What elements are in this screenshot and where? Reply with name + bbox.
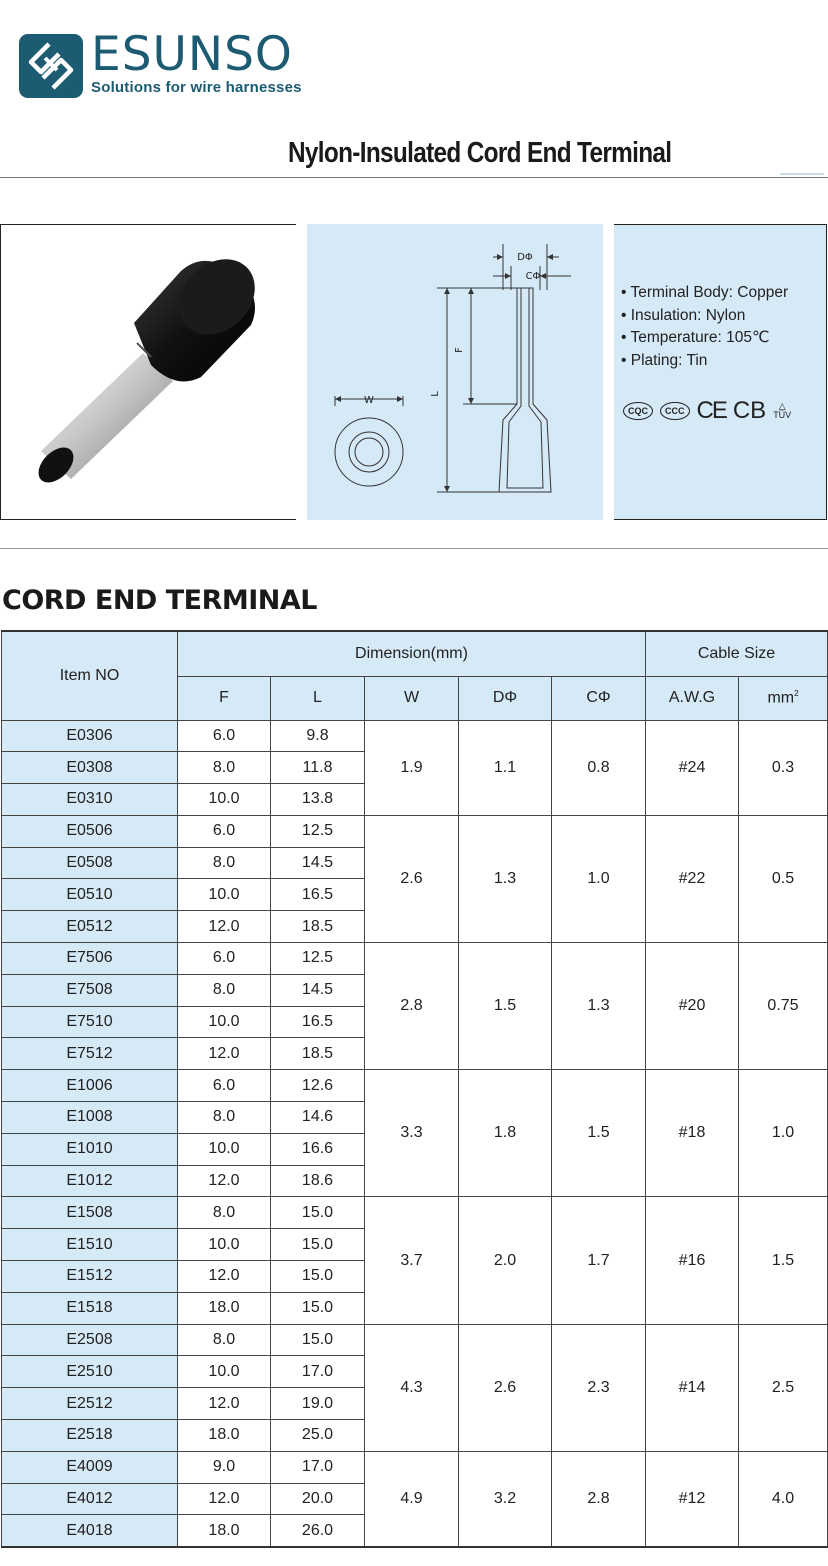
cell-l: 18.5 [271, 911, 365, 943]
label-w: W [364, 395, 374, 406]
cell-mm2: 1.5 [739, 1197, 828, 1324]
certifications [623, 397, 791, 425]
cell-f: 8.0 [178, 974, 271, 1006]
section-divider [0, 548, 828, 549]
cell-w: 1.9 [365, 720, 459, 815]
cell-d: 1.3 [459, 815, 552, 942]
header-c: CΦ [552, 676, 646, 720]
cqc-mark-icon: CQC [623, 402, 653, 420]
cell-f: 8.0 [178, 1197, 271, 1229]
ccc-mark-icon: CCC [660, 402, 690, 420]
cell-l: 13.8 [271, 784, 365, 816]
cell-item-no: E1512 [2, 1261, 178, 1293]
header-awg: A.W.G [646, 676, 739, 720]
cell-item-no: E1006 [2, 1070, 178, 1102]
label-d: DΦ [517, 252, 533, 263]
cell-l: 16.5 [271, 879, 365, 911]
cell-item-no: E7510 [2, 1006, 178, 1038]
section-title: CORD END TERMINAL [2, 585, 317, 616]
cell-f: 8.0 [178, 1324, 271, 1356]
title-divider [0, 177, 828, 178]
cell-w: 2.6 [365, 815, 459, 942]
cell-f: 10.0 [178, 1229, 271, 1261]
cell-l: 20.0 [271, 1483, 365, 1515]
cell-f: 12.0 [178, 1261, 271, 1293]
cell-d: 1.5 [459, 943, 552, 1070]
cell-mm2: 4.0 [739, 1451, 828, 1546]
cell-w: 4.3 [365, 1324, 459, 1451]
cell-d: 1.8 [459, 1070, 552, 1197]
product-panels [0, 224, 828, 520]
spec-panel [614, 224, 827, 520]
table-body [2, 720, 828, 1547]
cell-item-no: E1012 [2, 1165, 178, 1197]
cell-l: 12.5 [271, 943, 365, 975]
cell-f: 18.0 [178, 1420, 271, 1452]
cell-f: 9.0 [178, 1451, 271, 1483]
cell-awg: #22 [646, 815, 739, 942]
cell-d: 3.2 [459, 1451, 552, 1546]
cell-awg: #18 [646, 1070, 739, 1197]
dimension-table [1, 630, 828, 1548]
cell-l: 9.8 [271, 720, 365, 752]
cell-l: 19.0 [271, 1388, 365, 1420]
cell-l: 17.0 [271, 1451, 365, 1483]
cell-item-no: E2510 [2, 1356, 178, 1388]
cell-f: 6.0 [178, 1070, 271, 1102]
cell-item-no: E7508 [2, 974, 178, 1006]
header-cable-size: Cable Size [646, 631, 828, 676]
cell-l: 15.0 [271, 1324, 365, 1356]
cell-mm2: 1.0 [739, 1070, 828, 1197]
cell-l: 15.0 [271, 1229, 365, 1261]
spec-insulation: • Insulation: Nylon [621, 306, 746, 324]
cell-l: 12.5 [271, 815, 365, 847]
cell-l: 15.0 [271, 1197, 365, 1229]
cell-item-no: E0508 [2, 847, 178, 879]
table-row [2, 1197, 828, 1229]
cell-f: 6.0 [178, 815, 271, 847]
cell-f: 12.0 [178, 1483, 271, 1515]
header-l: L [271, 676, 365, 720]
cell-awg: #12 [646, 1451, 739, 1546]
page-title: Nylon-Insulated Cord End Terminal [288, 137, 672, 169]
cell-item-no: E7506 [2, 943, 178, 975]
cell-w: 2.8 [365, 943, 459, 1070]
ce-mark-icon: CE [696, 397, 726, 424]
cell-f: 18.0 [178, 1515, 271, 1547]
cell-d: 1.1 [459, 720, 552, 815]
cell-l: 17.0 [271, 1356, 365, 1388]
table-row [2, 815, 828, 847]
label-f: F [454, 347, 465, 353]
cell-f: 10.0 [178, 1356, 271, 1388]
header-d: DΦ [459, 676, 552, 720]
cell-item-no: E4018 [2, 1515, 178, 1547]
cell-d: 2.0 [459, 1197, 552, 1324]
cell-l: 15.0 [271, 1261, 365, 1293]
cell-f: 12.0 [178, 1388, 271, 1420]
cell-f: 12.0 [178, 911, 271, 943]
dimension-drawing [307, 224, 603, 520]
tuv-mark-icon: △ TÜV [773, 401, 792, 420]
cell-item-no: E0510 [2, 879, 178, 911]
cell-item-no: E1008 [2, 1102, 178, 1134]
cell-mm2: 2.5 [739, 1324, 828, 1451]
cell-mm2: 0.3 [739, 720, 828, 815]
cell-item-no: E1010 [2, 1133, 178, 1165]
spec-temperature: • Temperature: 105℃ [621, 329, 770, 346]
cell-d: 2.6 [459, 1324, 552, 1451]
cell-c: 2.3 [552, 1324, 646, 1451]
cell-f: 18.0 [178, 1292, 271, 1324]
tuv-label: TÜV [773, 410, 792, 420]
cell-l: 18.5 [271, 1038, 365, 1070]
cell-l: 16.5 [271, 1006, 365, 1038]
cell-l: 14.5 [271, 974, 365, 1006]
header-mm2 [739, 676, 828, 720]
table-row [2, 1451, 828, 1483]
cell-w: 3.7 [365, 1197, 459, 1324]
table-row [2, 1070, 828, 1102]
header-f: F [178, 676, 271, 720]
header-w: W [365, 676, 459, 720]
cell-mm2: 0.75 [739, 943, 828, 1070]
cell-awg: #16 [646, 1197, 739, 1324]
cell-w: 3.3 [365, 1070, 459, 1197]
cell-l: 16.6 [271, 1133, 365, 1165]
brand-tagline: Solutions for wire harnesses [91, 79, 302, 96]
cell-awg: #14 [646, 1324, 739, 1451]
cell-c: 2.8 [552, 1451, 646, 1546]
spec-body: • Terminal Body: Copper [621, 284, 789, 301]
cell-f: 8.0 [178, 847, 271, 879]
cell-item-no: E0506 [2, 815, 178, 847]
cell-awg: #24 [646, 720, 739, 815]
table-row [2, 720, 828, 752]
header-mm2-unit: mm [767, 689, 795, 707]
cell-item-no: E2512 [2, 1388, 178, 1420]
cell-l: 14.6 [271, 1102, 365, 1134]
cell-mm2: 0.5 [739, 815, 828, 942]
cell-f: 10.0 [178, 879, 271, 911]
cell-l: 25.0 [271, 1420, 365, 1452]
cell-item-no: E0306 [2, 720, 178, 752]
cell-c: 1.0 [552, 815, 646, 942]
spec-plating: • Plating: Tin [621, 351, 708, 369]
cell-l: 15.0 [271, 1292, 365, 1324]
cell-l: 26.0 [271, 1515, 365, 1547]
cell-f: 10.0 [178, 1006, 271, 1038]
cell-f: 12.0 [178, 1038, 271, 1070]
cell-item-no: E0308 [2, 752, 178, 784]
title-accent [780, 173, 824, 175]
cell-l: 12.6 [271, 1070, 365, 1102]
cell-f: 6.0 [178, 943, 271, 975]
cell-item-no: E7512 [2, 1038, 178, 1070]
cell-item-no: E1510 [2, 1229, 178, 1261]
cell-f: 12.0 [178, 1165, 271, 1197]
cell-item-no: E1508 [2, 1197, 178, 1229]
cell-item-no: E2508 [2, 1324, 178, 1356]
cell-f: 10.0 [178, 1133, 271, 1165]
brand-mark-icon [19, 34, 83, 98]
cell-item-no: E0512 [2, 911, 178, 943]
cell-c: 1.7 [552, 1197, 646, 1324]
brand-logo [19, 27, 339, 103]
cell-item-no: E0310 [2, 784, 178, 816]
cell-w: 4.9 [365, 1451, 459, 1546]
cell-awg: #20 [646, 943, 739, 1070]
cell-item-no: E2518 [2, 1420, 178, 1452]
cell-l: 11.8 [271, 752, 365, 784]
cell-c: 1.5 [552, 1070, 646, 1197]
cell-f: 8.0 [178, 1102, 271, 1134]
cell-f: 10.0 [178, 784, 271, 816]
cell-f: 8.0 [178, 752, 271, 784]
cell-item-no: E4009 [2, 1451, 178, 1483]
header-item-no: Item NO [2, 631, 178, 720]
cb-mark-icon: CB [732, 397, 767, 424]
label-l: L [430, 391, 441, 397]
brand-name: ESUNSO [91, 27, 293, 82]
cell-f: 6.0 [178, 720, 271, 752]
cell-c: 0.8 [552, 720, 646, 815]
cell-item-no: E4012 [2, 1483, 178, 1515]
table-row [2, 1324, 828, 1356]
table-row [2, 943, 828, 975]
cell-item-no: E1518 [2, 1292, 178, 1324]
cell-l: 14.5 [271, 847, 365, 879]
header-mm2-sup: 2 [794, 688, 799, 698]
cell-c: 1.3 [552, 943, 646, 1070]
cell-l: 18.6 [271, 1165, 365, 1197]
product-photo [0, 224, 296, 520]
label-c: CΦ [525, 271, 541, 282]
spec-list [621, 282, 788, 372]
header-dimension: Dimension(mm) [178, 631, 646, 676]
